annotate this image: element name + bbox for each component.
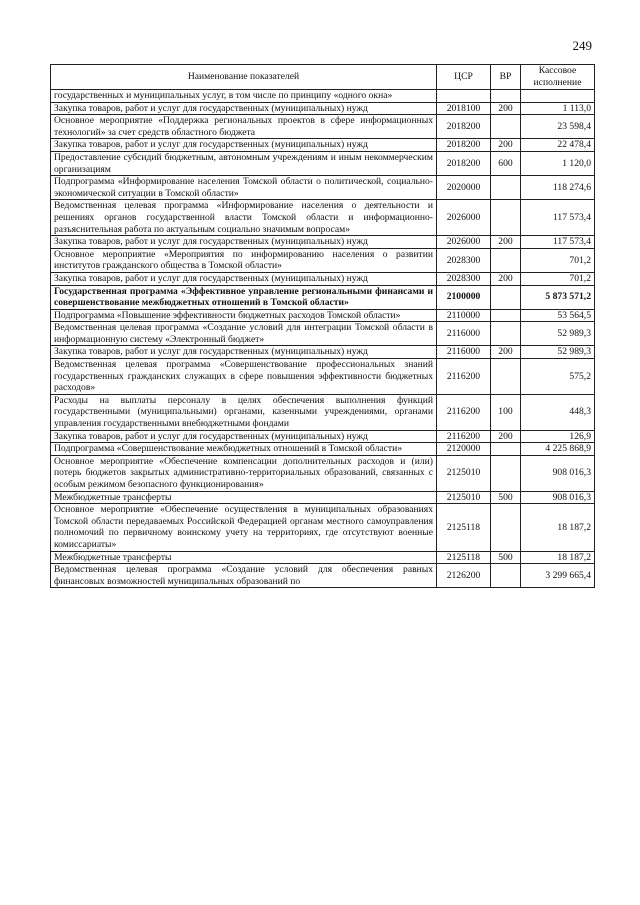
row-amount: 52 989,3 xyxy=(521,346,595,359)
row-csr: 2116000 xyxy=(437,346,491,359)
table-row xyxy=(51,359,595,395)
row-name: Расходы на выплаты персоналу в целях обеспечения выполнения функций государственными (муниципальными) органами, казенными учреждениями, органами управления государственными внебюджетными фондами xyxy=(51,394,437,430)
table-row xyxy=(51,102,595,115)
row-csr: 2116200 xyxy=(437,359,491,395)
row-csr: 2100000 xyxy=(437,285,491,309)
row-amount xyxy=(521,90,595,103)
table-row xyxy=(51,491,595,504)
row-vr xyxy=(491,455,521,491)
table-row xyxy=(51,443,595,456)
table-row xyxy=(51,139,595,152)
row-csr: 2018200 xyxy=(437,139,491,152)
header-csr: ЦСР xyxy=(437,65,491,90)
row-amount: 53 564,5 xyxy=(521,309,595,322)
row-csr: 2116000 xyxy=(437,322,491,346)
row-amount: 1 120,0 xyxy=(521,151,595,175)
row-amount: 701,2 xyxy=(521,248,595,272)
row-vr xyxy=(491,115,521,139)
table-row xyxy=(51,551,595,564)
row-name: Основное мероприятие «Мероприятия по информированию населения о развитии институтов гражданского общества в Томской области» xyxy=(51,248,437,272)
row-amount: 908 016,3 xyxy=(521,491,595,504)
row-name: Межбюджетные трансферты xyxy=(51,491,437,504)
row-vr: 500 xyxy=(491,551,521,564)
row-name: Ведомственная целевая программа «Создание условий для обеспечения равных финансовых возможностей муниципальных образований по xyxy=(51,564,437,588)
row-name: Государственная программа «Эффективное управление региональными финансами и совершенствование межбюджетных отношений в Томской области» xyxy=(51,285,437,309)
row-vr: 500 xyxy=(491,491,521,504)
row-vr xyxy=(491,564,521,588)
table-row xyxy=(51,564,595,588)
table-row xyxy=(51,151,595,175)
row-csr: 2026000 xyxy=(437,236,491,249)
row-name: Закупка товаров, работ и услуг для государственных (муниципальных) нужд xyxy=(51,139,437,152)
row-amount: 22 478,4 xyxy=(521,139,595,152)
table-row xyxy=(51,455,595,491)
table-row xyxy=(51,272,595,285)
row-amount: 575,2 xyxy=(521,359,595,395)
row-name: Ведомственная целевая программа «Совершенствование профессиональных знаний государственных гражданских служащих в сфере повышения эффективности бюджетных расходов» xyxy=(51,359,437,395)
row-amount: 18 187,2 xyxy=(521,551,595,564)
table-row xyxy=(51,236,595,249)
row-vr xyxy=(491,200,521,236)
row-csr: 2116200 xyxy=(437,394,491,430)
row-vr: 200 xyxy=(491,272,521,285)
row-amount: 23 598,4 xyxy=(521,115,595,139)
header-name: Наименование показателей xyxy=(51,65,437,90)
row-vr xyxy=(491,90,521,103)
row-amount: 126,9 xyxy=(521,430,595,443)
row-name: Подпрограмма «Повышение эффективности бюджетных расходов Томской области» xyxy=(51,309,437,322)
row-vr xyxy=(491,322,521,346)
row-vr: 600 xyxy=(491,151,521,175)
row-vr: 200 xyxy=(491,346,521,359)
row-name: Основное мероприятие «Обеспечение осуществления в муниципальных образованиях Томской области передаваемых Российской Федерацией органам местного самоуправления полномочий по первичному воинскому учету на территориях, где отсутствуют военные комиссариаты» xyxy=(51,504,437,551)
table-row xyxy=(51,309,595,322)
table-row xyxy=(51,322,595,346)
row-vr: 100 xyxy=(491,394,521,430)
row-csr: 2110000 xyxy=(437,309,491,322)
table-row xyxy=(51,285,595,309)
row-csr: 2125010 xyxy=(437,455,491,491)
row-name: Подпрограмма «Информирование населения Томской области о политической, социально-экономической ситуации в Томской области» xyxy=(51,176,437,200)
row-amount: 4 225 868,9 xyxy=(521,443,595,456)
row-name: Основное мероприятие «Поддержка региональных проектов в сфере информационных технологий» за счет средств областного бюджета xyxy=(51,115,437,139)
row-name: Закупка товаров, работ и услуг для государственных (муниципальных) нужд xyxy=(51,102,437,115)
row-name: Закупка товаров, работ и услуг для государственных (муниципальных) нужд xyxy=(51,430,437,443)
table-row xyxy=(51,504,595,551)
row-csr: 2125010 xyxy=(437,491,491,504)
row-csr: 2028300 xyxy=(437,248,491,272)
table-row xyxy=(51,200,595,236)
row-csr: 2125118 xyxy=(437,504,491,551)
page-number: 249 xyxy=(572,38,592,53)
table-row xyxy=(51,430,595,443)
table-row xyxy=(51,115,595,139)
row-amount: 908 016,3 xyxy=(521,455,595,491)
row-csr: 2020000 xyxy=(437,176,491,200)
row-amount: 701,2 xyxy=(521,272,595,285)
header-vr: ВР xyxy=(491,65,521,90)
row-csr: 2126200 xyxy=(437,564,491,588)
row-amount: 117 573,4 xyxy=(521,200,595,236)
table-row xyxy=(51,346,595,359)
row-amount: 3 299 665,4 xyxy=(521,564,595,588)
table-row xyxy=(51,394,595,430)
row-vr: 200 xyxy=(491,236,521,249)
row-amount: 117 573,4 xyxy=(521,236,595,249)
row-amount: 52 989,3 xyxy=(521,322,595,346)
row-name: Ведомственная целевая программа «Информирование населения о деятельности и решениях органов государственной власти Томской области и информационно-разъяснительная работа по актуальным социально значимым вопросам» xyxy=(51,200,437,236)
row-amount: 18 187,2 xyxy=(521,504,595,551)
header-amount: Кассовое исполнение xyxy=(521,65,595,90)
row-name: Межбюджетные трансферты xyxy=(51,551,437,564)
row-vr xyxy=(491,309,521,322)
row-vr xyxy=(491,176,521,200)
row-csr: 2120000 xyxy=(437,443,491,456)
table-header-row xyxy=(51,65,595,90)
row-amount: 1 113,0 xyxy=(521,102,595,115)
row-vr xyxy=(491,285,521,309)
row-vr xyxy=(491,248,521,272)
row-csr: 2018100 xyxy=(437,102,491,115)
table-row xyxy=(51,90,595,103)
row-name: Ведомственная целевая программа «Создание условий для интеграции Томской области в информационную систему «Электронный бюджет» xyxy=(51,322,437,346)
row-name: Подпрограмма «Совершенствование межбюджетных отношений в Томской области» xyxy=(51,443,437,456)
row-csr: 2116200 xyxy=(437,430,491,443)
row-amount: 448,3 xyxy=(521,394,595,430)
row-vr: 200 xyxy=(491,139,521,152)
row-csr: 2018200 xyxy=(437,115,491,139)
budget-table xyxy=(50,64,595,588)
row-vr xyxy=(491,443,521,456)
row-vr: 200 xyxy=(491,102,521,115)
row-name: Закупка товаров, работ и услуг для государственных (муниципальных) нужд xyxy=(51,236,437,249)
row-name: Закупка товаров, работ и услуг для государственных (муниципальных) нужд xyxy=(51,272,437,285)
row-csr: 2026000 xyxy=(437,200,491,236)
row-vr: 200 xyxy=(491,430,521,443)
row-vr xyxy=(491,504,521,551)
row-amount: 5 873 571,2 xyxy=(521,285,595,309)
row-csr: 2018200 xyxy=(437,151,491,175)
row-vr xyxy=(491,359,521,395)
table-row xyxy=(51,248,595,272)
row-name: Предоставление субсидий бюджетным, автономным учреждениям и иным некоммерческим организациям xyxy=(51,151,437,175)
row-csr: 2028300 xyxy=(437,272,491,285)
row-amount: 118 274,6 xyxy=(521,176,595,200)
row-name: государственных и муниципальных услуг, в том числе по принципу «одного окна» xyxy=(51,90,437,103)
row-csr: 2125118 xyxy=(437,551,491,564)
row-name: Основное мероприятие «Обеспечение компенсации дополнительных расходов и (или) потерь бюджетов закрытых административно-территориальных образований, связанных с особым режимом безопасного функционирования» xyxy=(51,455,437,491)
row-name: Закупка товаров, работ и услуг для государственных (муниципальных) нужд xyxy=(51,346,437,359)
row-csr xyxy=(437,90,491,103)
table-row xyxy=(51,176,595,200)
table-body xyxy=(51,90,595,588)
